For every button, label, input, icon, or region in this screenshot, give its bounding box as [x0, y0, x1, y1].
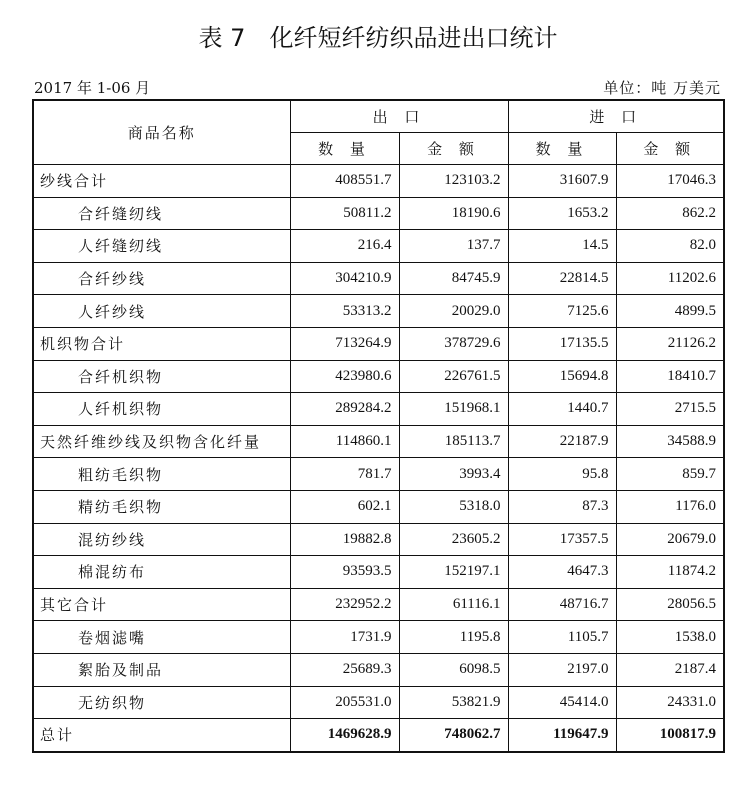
import-amount-cell: 11874.2	[616, 556, 724, 589]
table-row	[33, 653, 724, 686]
export-amount-cell: 53821.9	[399, 686, 508, 719]
product-name-cell: 合纤纱线	[33, 262, 290, 295]
export-qty-cell: 25689.3	[290, 653, 399, 686]
import-qty-cell: 17135.5	[508, 327, 616, 360]
header-import-qty: 数 量	[508, 133, 616, 165]
export-amount-cell: 378729.6	[399, 327, 508, 360]
export-amount-cell: 18190.6	[399, 197, 508, 230]
export-amount-cell: 84745.9	[399, 262, 508, 295]
import-qty-cell: 15694.8	[508, 360, 616, 393]
table-row	[33, 295, 724, 328]
import-amount-cell: 17046.3	[616, 165, 724, 198]
product-name-cell: 人纤缝纫线	[33, 230, 290, 263]
export-qty-cell: 114860.1	[290, 425, 399, 458]
import-qty-cell: 87.3	[508, 490, 616, 523]
export-qty-cell: 713264.9	[290, 327, 399, 360]
export-qty-cell: 304210.9	[290, 262, 399, 295]
table-row	[33, 197, 724, 230]
product-name-cell: 合纤机织物	[33, 360, 290, 393]
export-qty-cell: 205531.0	[290, 686, 399, 719]
import-qty-cell: 2197.0	[508, 653, 616, 686]
product-name-cell: 人纤纱线	[33, 295, 290, 328]
table-row	[33, 393, 724, 426]
trade-table	[32, 99, 725, 753]
export-qty-cell: 408551.7	[290, 165, 399, 198]
import-amount-cell: 1176.0	[616, 490, 724, 523]
product-name-cell: 精纺毛织物	[33, 490, 290, 523]
import-qty-cell: 48716.7	[508, 588, 616, 621]
export-amount-cell: 1195.8	[399, 621, 508, 654]
period-label: 2017 年 1-06 月	[34, 79, 151, 97]
export-amount-cell: 23605.2	[399, 523, 508, 556]
import-qty-cell: 95.8	[508, 458, 616, 491]
import-qty-cell: 14.5	[508, 230, 616, 263]
import-amount-cell: 4899.5	[616, 295, 724, 328]
product-name-cell: 混纺纱线	[33, 523, 290, 556]
export-amount-cell: 3993.4	[399, 458, 508, 491]
export-amount-cell: 137.7	[399, 230, 508, 263]
product-name-cell: 粗纺毛织物	[33, 458, 290, 491]
export-qty-cell: 232952.2	[290, 588, 399, 621]
import-amount-cell: 2187.4	[616, 653, 724, 686]
unit-label: 单位：吨 万美元	[603, 79, 721, 97]
export-amount-cell: 20029.0	[399, 295, 508, 328]
table-row	[33, 230, 724, 263]
import-amount-cell: 11202.6	[616, 262, 724, 295]
import-qty-cell: 7125.6	[508, 295, 616, 328]
table-row	[33, 556, 724, 589]
import-qty-cell: 22814.5	[508, 262, 616, 295]
import-qty-cell: 1653.2	[508, 197, 616, 230]
table-row	[33, 262, 724, 295]
export-amount-cell: 226761.5	[399, 360, 508, 393]
export-qty-cell: 93593.5	[290, 556, 399, 589]
export-amount-cell: 185113.7	[399, 425, 508, 458]
import-amount-cell: 28056.5	[616, 588, 724, 621]
table-row	[33, 621, 724, 654]
product-name-cell: 无纺织物	[33, 686, 290, 719]
header-export-qty: 数 量	[290, 133, 399, 165]
table-row	[33, 686, 724, 719]
product-name-cell: 棉混纺布	[33, 556, 290, 589]
product-name-cell: 天然纤维纱线及织物含化纤量	[33, 425, 290, 458]
import-qty-cell: 1440.7	[508, 393, 616, 426]
export-qty-cell: 289284.2	[290, 393, 399, 426]
export-qty-cell: 781.7	[290, 458, 399, 491]
total-import-qty-cell: 119647.9	[508, 719, 616, 752]
export-qty-cell: 19882.8	[290, 523, 399, 556]
export-qty-cell: 216.4	[290, 230, 399, 263]
export-amount-cell: 151968.1	[399, 393, 508, 426]
table-title: 表 7 化纤短纤纺织品进出口统计	[198, 24, 558, 52]
header-import: 进 口	[508, 100, 724, 133]
table-row	[33, 425, 724, 458]
export-qty-cell: 53313.2	[290, 295, 399, 328]
product-name-cell: 卷烟滤嘴	[33, 621, 290, 654]
header-name: 商品名称	[33, 100, 290, 165]
table-row	[33, 588, 724, 621]
table-row	[33, 360, 724, 393]
header-import-amount: 金 额	[616, 133, 724, 165]
export-qty-cell: 50811.2	[290, 197, 399, 230]
product-name-cell: 合纤缝纫线	[33, 197, 290, 230]
import-amount-cell: 24331.0	[616, 686, 724, 719]
import-amount-cell: 34588.9	[616, 425, 724, 458]
import-amount-cell: 2715.5	[616, 393, 724, 426]
total-import-amount-cell: 100817.9	[616, 719, 724, 752]
table-row	[33, 165, 724, 198]
total-export-amount-cell: 748062.7	[399, 719, 508, 752]
product-name-cell: 人纤机织物	[33, 393, 290, 426]
import-qty-cell: 17357.5	[508, 523, 616, 556]
table-row	[33, 490, 724, 523]
total-label-cell: 总计	[33, 719, 290, 752]
table-row	[33, 458, 724, 491]
import-amount-cell: 18410.7	[616, 360, 724, 393]
import-amount-cell: 1538.0	[616, 621, 724, 654]
import-amount-cell: 82.0	[616, 230, 724, 263]
export-amount-cell: 61116.1	[399, 588, 508, 621]
export-amount-cell: 5318.0	[399, 490, 508, 523]
export-qty-cell: 602.1	[290, 490, 399, 523]
export-amount-cell: 123103.2	[399, 165, 508, 198]
import-amount-cell: 859.7	[616, 458, 724, 491]
export-qty-cell: 423980.6	[290, 360, 399, 393]
table-row	[33, 327, 724, 360]
table-row	[33, 523, 724, 556]
import-amount-cell: 21126.2	[616, 327, 724, 360]
import-amount-cell: 20679.0	[616, 523, 724, 556]
header-export-amount: 金 额	[399, 133, 508, 165]
import-qty-cell: 31607.9	[508, 165, 616, 198]
import-qty-cell: 4647.3	[508, 556, 616, 589]
product-name-cell: 絮胎及制品	[33, 653, 290, 686]
import-qty-cell: 1105.7	[508, 621, 616, 654]
import-qty-cell: 45414.0	[508, 686, 616, 719]
header-export: 出 口	[290, 100, 508, 133]
export-qty-cell: 1731.9	[290, 621, 399, 654]
product-name-cell: 机织物合计	[33, 327, 290, 360]
total-export-qty-cell: 1469628.9	[290, 719, 399, 752]
total-row	[33, 719, 724, 752]
export-amount-cell: 152197.1	[399, 556, 508, 589]
product-name-cell: 纱线合计	[33, 165, 290, 198]
import-qty-cell: 22187.9	[508, 425, 616, 458]
import-amount-cell: 862.2	[616, 197, 724, 230]
product-name-cell: 其它合计	[33, 588, 290, 621]
table-body	[33, 165, 724, 752]
export-amount-cell: 6098.5	[399, 653, 508, 686]
